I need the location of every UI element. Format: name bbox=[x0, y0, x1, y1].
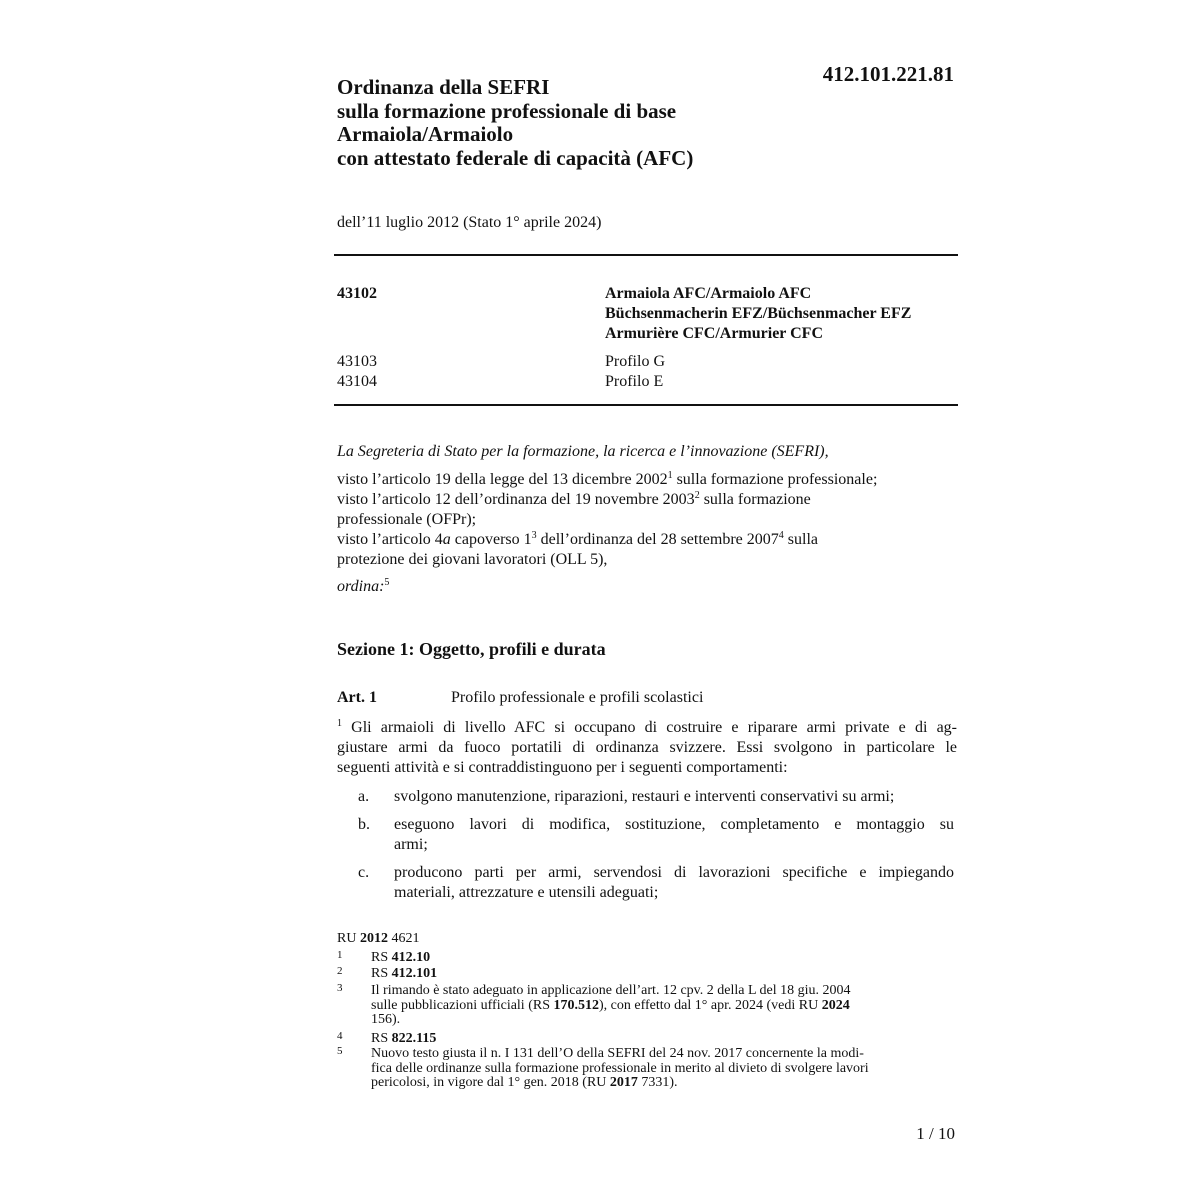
title-line: Ordinanza della SEFRI bbox=[337, 75, 550, 99]
footnote-text: RS 412.10 bbox=[371, 950, 431, 965]
document-title bbox=[337, 76, 797, 170]
footnote-text: Il rimando è stato adeguato in applicazione dell’art. 12 cpv. 2 della L del 18 giu. 2004 sulle pubblicazioni ufficiali (RS 170.512), con effetto dal 1° apr. 2024 (vedi RU 2024 156). bbox=[371, 983, 851, 1027]
paragraph-line: $^1$ Gli armaioli di livello AFC si occupano di costruire e riparare armi private e di ag- bbox=[337, 718, 957, 736]
footnote-text: Nuovo testo giusta il n. I 131 dell’O della SEFRI del 24 nov. 2017 concernente la modi- fica delle ordinanze sulla formazione professionale in merito al divieto di svolgere lavori pericolosi, in vigore dal 1° gen. 2018 (RU 2017 7331). bbox=[371, 1046, 869, 1090]
profession-code: 43102 bbox=[337, 285, 377, 302]
footnote-text: RS 822.115 bbox=[371, 1031, 437, 1046]
article-label: Art. 1 bbox=[337, 689, 377, 706]
footnote-number: 1 bbox=[337, 949, 343, 961]
list-letter: c. bbox=[358, 864, 370, 881]
preamble-authority: La Segreteria di Stato per la formazione, la ricerca e l’innovazione (SEFRI), bbox=[337, 443, 829, 460]
paragraph-number: 1 bbox=[337, 718, 342, 729]
profession-name: Armaiola AFC/Armaiolo AFC bbox=[605, 285, 812, 302]
paragraph-line: seguenti attività e si contraddistinguono per i seguenti comportamenti: bbox=[337, 759, 788, 776]
preamble-line: professionale (OFPr); bbox=[337, 511, 477, 528]
section-heading: Sezione 1: Oggetto, profili e durata bbox=[337, 639, 606, 659]
table-row bbox=[337, 352, 957, 372]
preamble-line: protezione dei giovani lavoratori (OLL 5), bbox=[337, 551, 608, 568]
profession-name: Armurière CFC/Armurier CFC bbox=[605, 325, 823, 342]
ordina: ordina:$^5$ bbox=[337, 577, 390, 595]
footnote-ref[interactable]: 5 bbox=[384, 577, 390, 588]
footnote-number: 5 bbox=[337, 1045, 343, 1057]
title-line: sulla formazione professionale di base bbox=[337, 98, 677, 123]
footnote-number: 2 bbox=[337, 965, 343, 977]
preamble bbox=[337, 442, 957, 597]
preamble-line: visto l’articolo 12 dell’ordinanza del 19 novembre 2003$^2$ sulla formazione bbox=[337, 490, 811, 508]
title-line: Armaiola/Armaiolo bbox=[337, 122, 514, 146]
preamble-line: visto l’articolo 19 della legge del 13 dicembre 2002$^1$ sulla formazione professionale; bbox=[337, 470, 878, 488]
table-top-rule bbox=[334, 254, 958, 256]
profile-name: Profilo G bbox=[605, 353, 665, 370]
list-text: materiali, attrezzature e utensili adeguati; bbox=[394, 884, 659, 901]
table-row bbox=[337, 284, 957, 304]
list-text: svolgono manutenzione, riparazioni, restauri e interventi conservativi su armi; bbox=[394, 788, 895, 805]
table-row bbox=[337, 372, 957, 392]
footnote-ref[interactable]: 1 bbox=[667, 470, 673, 481]
footnote-number: 3 bbox=[337, 982, 343, 994]
profile-name: Profilo E bbox=[605, 373, 664, 390]
article-paragraph bbox=[337, 718, 957, 778]
table-bottom-rule bbox=[334, 404, 958, 406]
footnote-number: 4 bbox=[337, 1030, 343, 1042]
profession-name: Büchsenmacherin EFZ/Büchsenmacher EFZ bbox=[605, 305, 912, 322]
table-row bbox=[337, 324, 957, 344]
title-line: con attestato federale di capacità (AFC) bbox=[337, 145, 694, 170]
article-title: Profilo professionale e profili scolastici bbox=[451, 689, 704, 706]
date-line: dell’11 luglio 2012 (Stato 1° aprile 2024) bbox=[337, 214, 602, 231]
table-row bbox=[337, 304, 957, 324]
footnote-text: RS 412.101 bbox=[371, 966, 438, 981]
paragraph-line: giustare armi da fuoco portatili di ordinanza svizzere. Essi svolgono in particolare le bbox=[337, 739, 957, 756]
footnote-ref[interactable]: 4 bbox=[778, 530, 784, 541]
list-text: producono parti per armi, servendosi di lavorazioni specifiche e impiegando bbox=[394, 864, 954, 881]
preamble-line: visto l’articolo 4a capoverso $1^3$ dell’ordinanza del 28 settembre 2007$^4$ sulla bbox=[337, 530, 818, 548]
footnote-ref[interactable]: 2 bbox=[694, 490, 700, 501]
profession-code-table bbox=[337, 284, 957, 392]
official-collection-ref: RU 2012 4621 bbox=[337, 931, 420, 946]
footnote-ref[interactable]: 3 bbox=[531, 530, 537, 541]
list-text: armi; bbox=[394, 836, 428, 853]
list-letter: a. bbox=[358, 788, 370, 805]
list-letter: b. bbox=[358, 816, 370, 833]
profile-code: 43104 bbox=[337, 373, 377, 390]
page-number: 1 / 10 bbox=[916, 1124, 955, 1143]
sr-number: 412.101.221.81 bbox=[822, 62, 954, 86]
list-text: eseguono lavori di modifica, sostituzione, completamento e montaggio su bbox=[394, 816, 954, 833]
profile-code: 43103 bbox=[337, 353, 377, 370]
